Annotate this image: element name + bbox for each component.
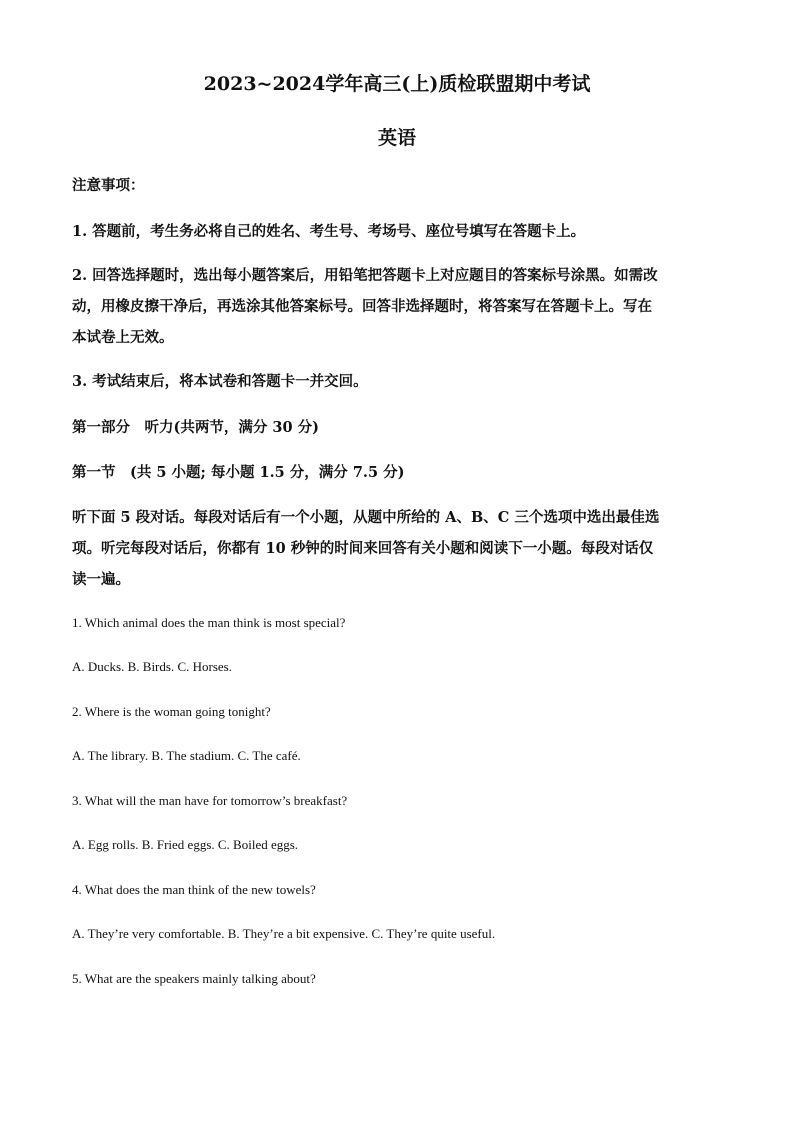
question-2-stem: 2. Where is the woman going tonight? xyxy=(72,704,271,719)
section1-heading: 第一节 (共 5 小题; 每小题 1.5 分，满分 7.5 分) xyxy=(72,464,405,481)
part1-heading: 第一部分 听力(共两节，满分 30 分) xyxy=(72,419,319,436)
question-2-options: A. The library. B. The stadium. C. The café. xyxy=(72,748,301,763)
notice-item-2-line-1: 2. 回答选择题时，选出每小题答案后，用铅笔把答题卡上对应题目的答案标号涂黑。如需改 xyxy=(72,267,658,284)
instructions-line-2: 项。听完每段对话后，你都有 10 秒钟的时间来回答有关小题和阅读下一小题。每段对话仅 xyxy=(72,540,654,557)
instructions-line-1: 听下面 5 段对话。每段对话后有一个小题，从题中所给的 A、B、C 三个选项中选出最佳选 xyxy=(72,509,660,526)
notice-item-3: 3. 考试结束后，将本试卷和答题卡一并交回。 xyxy=(72,373,368,390)
instructions-line-3: 读一遍。 xyxy=(72,571,130,588)
question-3-stem: 3. What will the man have for tomorrow’s breakfast? xyxy=(72,793,348,808)
question-4-stem: 4. What does the man think of the new towels? xyxy=(72,882,316,897)
question-3-options: A. Egg rolls. B. Fried eggs. C. Boiled eggs. xyxy=(72,837,299,852)
question-1-stem: 1. Which animal does the man think is most special? xyxy=(72,615,346,630)
notice-item-2-line-2: 动，用橡皮擦干净后，再选涂其他答案标号。回答非选择题时，将答案写在答题卡上。写在 xyxy=(72,298,652,315)
notice-item-1: 1. 答题前，考生务必将自己的姓名、考生号、考场号、座位号填写在答题卡上。 xyxy=(72,223,586,240)
notice-item-2-line-3: 本试卷上无效。 xyxy=(72,329,174,346)
notice-heading: 注意事项： xyxy=(72,177,145,194)
exam-title: 2023~2024学年高三(上)质检联盟期中考试 xyxy=(203,73,591,95)
question-4-options: A. They’re very comfortable. B. They’re a bit expensive. C. They’re quite useful. xyxy=(72,926,496,941)
question-5-stem: 5. What are the speakers mainly talking about? xyxy=(72,971,316,986)
question-1-options: A. Ducks. B. Birds. C. Horses. xyxy=(72,659,232,674)
subject-title: 英语 xyxy=(377,127,416,149)
